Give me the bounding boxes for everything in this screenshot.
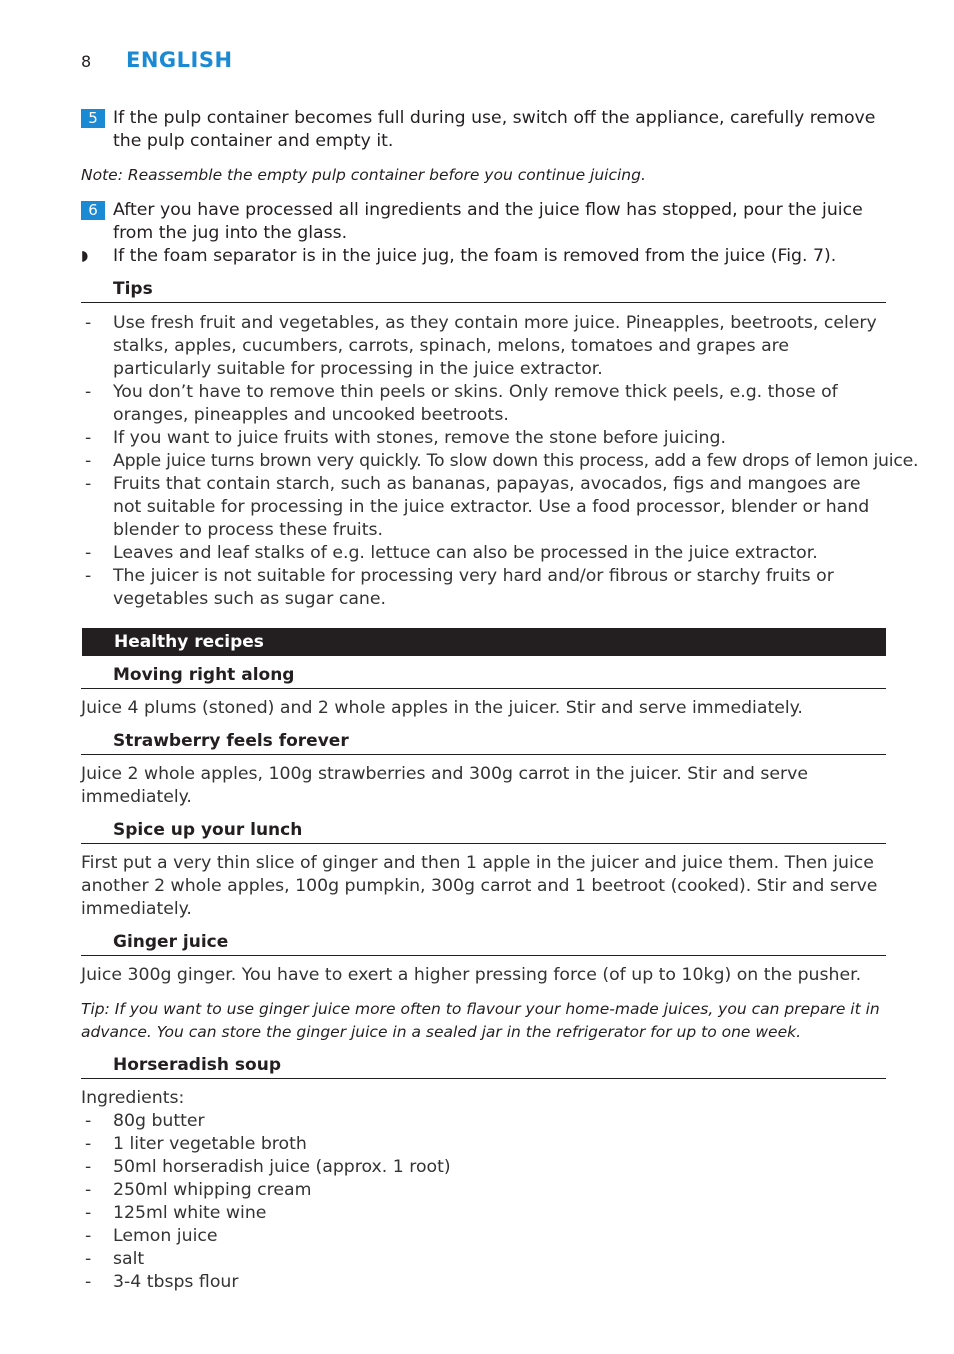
list-item: - Fruits that contain starch, such as bananas, papayas, avocados, figs and mangoes are not suitable for processing in the juice extractor. Use a food processor, blender or hand blender to process these fruits. [85,474,870,540]
page-content [81,106,919,1294]
recipe-title: Ginger juice [81,931,886,956]
section-bar-healthy-recipes: Healthy recipes [82,628,886,656]
list-item: - 50ml horseradish juice (approx. 1 root) [85,1157,451,1177]
tips-list [81,312,919,611]
list-item: - Use fresh fruit and vegetables, as they contain more juice. Pineapples, beetroots, celery stalks, apples, cucumbers, carrots, spinach, melons, tomatoes and grapes are particularly suitable for processing in the juice extractor. [85,313,877,379]
step-5 [81,107,886,153]
list-item: - The juicer is not suitable for processing very hard and/or fibrous or starchy fruits or vegetables such as sugar cane. [85,566,834,609]
recipe-title: Spice up your lunch [81,819,886,844]
recipe-text: First put a very thin slice of ginger and then 1 apple in the juicer and juice them. Then juice another 2 whole apples, 100g pumpkin, 300g carrot and 1 beetroot (cooked). Stir and serve immediately. [81,853,878,919]
list-item: - You don’t have to remove thin peels or skins. Only remove thick peels, e.g. those of oranges, pineapples and uncooked beetroots. [85,382,838,425]
recipe-text: Juice 300g ginger. You have to exert a higher pressing force (of up to 10kg) on the pusher. [81,965,862,985]
recipe-title: Strawberry feels forever [81,730,886,755]
step-6 [81,199,886,245]
list-item: - 80g butter [85,1111,205,1131]
language-title: ENGLISH [126,48,233,72]
list-item: - Apple juice turns brown very quickly. To slow down this process, add a few drops of lemon juice. [85,451,919,471]
ingredients-list [81,1110,886,1294]
ingredients-label: Ingredients: [81,1088,185,1108]
bullet-icon: ◗ [81,248,89,264]
recipe-title: Moving right along [81,664,886,689]
recipe-text: Juice 2 whole apples, 100g strawberries and 300g carrot in the juicer. Stir and serve immediately. [81,764,808,807]
page-number: 8 [81,52,92,71]
recipe-text: Juice 4 plums (stoned) and 2 whole apples in the juicer. Stir and serve immediately. [81,698,803,718]
bullet-item [81,245,886,268]
list-item: - 125ml white wine [85,1203,267,1223]
step-number-badge: 6 [81,201,105,220]
step-number-badge: 5 [81,109,105,128]
step-text: After you have processed all ingredients and the juice flow has stopped, pour the juice from the jug into the glass. [113,200,863,243]
list-item: - Lemon juice [85,1226,218,1246]
step-text: If the pulp container becomes full during use, switch off the appliance, carefully remove the pulp container and empty it. [113,108,876,151]
section-heading-tips: Tips [81,278,886,303]
recipe-tip: Tip: If you want to use ginger juice more often to flavour your home-made juices, you can prepare it in advance. You can store the ginger juice in a sealed jar in the refrigerator for up to one week. [81,1000,880,1041]
list-item: - 3-4 tbsps flour [85,1272,239,1292]
bullet-text: If the foam separator is in the juice jug, the foam is removed from the juice (Fig. 7). [113,246,837,266]
list-item: - 1 liter vegetable broth [85,1134,307,1154]
recipe-title: Horseradish soup [81,1054,886,1079]
list-item: - If you want to juice fruits with stones, remove the stone before juicing. [85,428,726,448]
list-item: - salt [85,1249,145,1269]
list-item: - 250ml whipping cream [85,1180,312,1200]
note: Note: Reassemble the empty pulp container before you continue juicing. [81,166,646,184]
list-item: - Leaves and leaf stalks of e.g. lettuce can also be processed in the juice extractor. [85,543,818,563]
